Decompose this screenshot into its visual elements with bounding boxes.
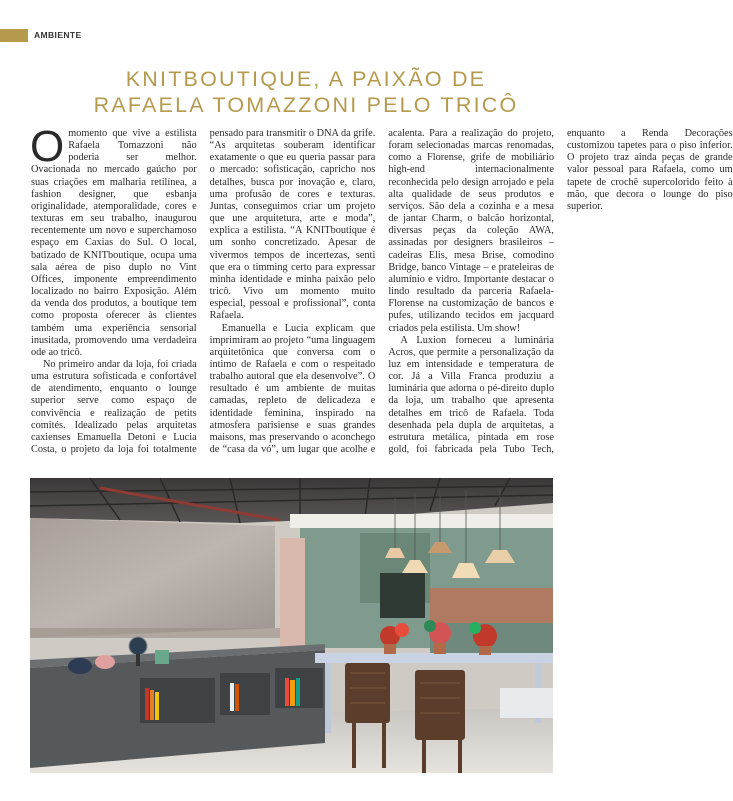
drop-cap: O (30, 122, 65, 171)
upper-floor-edge (290, 514, 553, 528)
bench-cushion (500, 688, 553, 718)
table-leg (325, 663, 331, 733)
article-body (30, 122, 733, 460)
paragraph-3: Emanuella e Lucia explicam que imprimiram ao projeto “uma linguagem arquitetônica que conversa com o íntimo de Rafaela e com o respeitado trabalho autoral que ela desenvolve”. O resultado é um ambiente de muitas camadas, repleto de delicadeza e identidade feminina, inspirado na atmosfera parisiense e suas grandes maisons, mas preservando o aconchego de “casa da vó”, um lugar que acolhe e acalenta. Para a realização do projeto, foram selecionadas marcas renomadas, como a Florense, grife de mobiliário high-end internacionalmente reconhecida pelo design arrojado e pela alta qualidade de seus produtos e serviços. São dela a cozinha e a mesa de jantar Charm, o balcão horizontal, diversas peças da coleção AWA, assinadas por designers brasileiros – cadeiras Elis, mesa Brise, comodino Bridge, banco Vintage – e prateleiras de alumínio e vidro. Importante destacar o lindo resultado da parceria Rafaela-Florense na customização de bancos e pufes, utilizando tecidos em jacquard criados pela estilista. Um show! (209, 128, 554, 456)
glass-railing (30, 628, 280, 638)
interior-illustration (30, 478, 553, 773)
section-color-bar (0, 29, 28, 42)
brick-backsplash (430, 588, 553, 628)
paragraph-1-text: momento que vive a estilista Rafaela Tomazzoni não poderia ser melhor. Ovacionada no mercado gaúcho por suas criações em malharia retilínea, a fashion designer, que esbanja originalidade, atemporalidade, cores e texturas em seu trabalho, inaugurou recentemente um novo e superchamoso espaço em Caxias do Sul. O local, batizado de KNITboutique, ocupa uma sala aérea de piso duplo no Vint Offices, imponente empreendimento localizado no bairro Exposição. Além da venda dos produtos, a boutique tem como proposta oferecer às clientes também uma experiência sensorial inusitada, promovendo uma verdadeira ode ao tricô. (31, 128, 197, 358)
title-line-1: KNITBOUTIQUE, A PAIXÃO DE (125, 67, 487, 91)
dining-table-top (315, 653, 553, 663)
boutique-interior-photo (30, 478, 553, 773)
article-title (30, 66, 582, 118)
chalkboard (380, 573, 425, 618)
paragraph-4: A Luxion forneceu a luminária Acros, que permite a personalização da luz em intensidade e temperatura de cor. Já a Villa Franca produziu a luminária que adorna o pé-direito duplo da loja, um trabalho que apresenta detalhes em tricô de Rafaela. Toda desenhada pela dupla de arquitetas, a estrutura metálica, pintada em rose gold, foi fabricada pela Tubo Tech, enquanto a Renda Decorações customizou tapetes para o piso inferior. O projeto traz ainda peças de grande valor pessoal para Rafaela, como um tapete de crochê supercolorido feito à mão, que decora o lounge do piso superior. (388, 128, 733, 456)
paragraph-2: No primeiro andar da loja, foi criada uma estrutura sofisticada e confortável de atendimento, enquanto o lounge superior serve como espaço de convivência e realização de petits comités. Idealizado pelas arquitetas caxienses Emanuella Detoni e Lucia Costa, o projeto da loja foi totalmente pensado para transmitir o DNA da grife. “As arquitetas souberam identificar exatamente o que eu queria passar para o mercado: sofisticação, capricho nos detalhes, busca por inovação e, claro, uma profusão de cores e texturas. Juntas, conseguimos criar um projeto que une arquitetura, arte e moda”, explica a estilista. “A KNITboutique é um sonho concretizado. Apesar de vivermos tempos de incertezas, senti que era o timming certo para expressar minha identidade e minha paixão pelo tricô. Vivo um momento muito especial, pessoal e profissional”, conta Rafaela. (31, 128, 376, 456)
section-label: AMBIENTE (34, 30, 82, 40)
title-line-2: RAFAELA TOMAZZONI PELO TRICÔ (93, 93, 519, 117)
concrete-wall (30, 518, 275, 638)
paragraph-1 (30, 122, 197, 359)
